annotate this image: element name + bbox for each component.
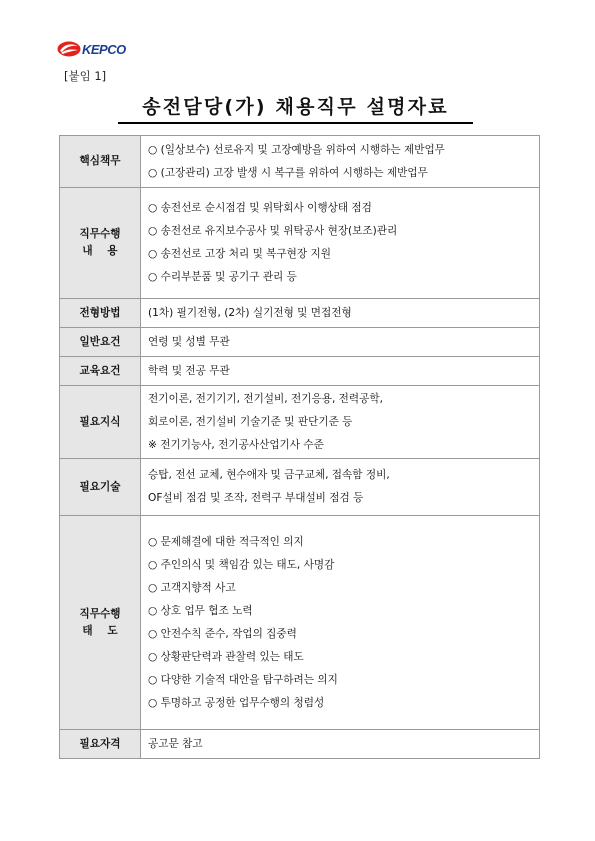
content-line: (1차) 필기전형, (2차) 실기전형 및 면접전형 bbox=[148, 307, 352, 319]
row-header-label: 필요기술 bbox=[79, 480, 121, 493]
row-header bbox=[60, 188, 141, 299]
content-line: ○ 송전선로 순시점검 및 위탁회사 이행상태 점검 bbox=[148, 202, 372, 214]
row-content bbox=[141, 459, 540, 516]
content-line: 연령 및 성별 무관 bbox=[148, 336, 230, 348]
row-content bbox=[141, 188, 540, 299]
row-content bbox=[141, 386, 540, 459]
row-header bbox=[60, 328, 141, 357]
logo-text: KEPCO bbox=[82, 41, 126, 57]
content-line: ○ 송전선로 고장 처리 및 복구현장 지원 bbox=[148, 248, 331, 260]
table-row-selection-method bbox=[60, 299, 540, 328]
attachment-label: [붙임 1] bbox=[64, 69, 107, 83]
content-line: OF설비 점검 및 조작, 전력구 부대설비 점검 등 bbox=[148, 492, 364, 504]
row-content bbox=[141, 730, 540, 759]
content-line: 승탑, 전선 교체, 현수애자 및 금구교체, 접속함 정비, bbox=[148, 469, 390, 481]
content-line: ○ 고객지향적 사고 bbox=[148, 581, 236, 594]
row-header bbox=[60, 357, 141, 386]
content-line: 학력 및 전공 무관 bbox=[148, 365, 230, 377]
row-header-label: 직무수행 bbox=[79, 607, 121, 620]
row-content bbox=[141, 357, 540, 386]
table-row-required-skills bbox=[60, 459, 540, 516]
content-line: ○ 주인의식 및 책임감 있는 태도, 사명감 bbox=[148, 558, 335, 571]
content-line: 전기이론, 전기기기, 전기설비, 전기응용, 전력공학, bbox=[148, 392, 383, 405]
content-line: ○ 수리부분품 및 공기구 관리 등 bbox=[148, 271, 297, 283]
row-header-label: 전형방법 bbox=[79, 306, 121, 319]
content-line: ○ 문제해결에 대한 적극적인 의지 bbox=[148, 535, 304, 548]
table-row-general-requirements bbox=[60, 328, 540, 357]
content-line: ○ 안전수칙 준수, 작업의 집중력 bbox=[148, 627, 297, 640]
row-header-label: 태 도 bbox=[82, 624, 118, 637]
table-row-education-requirements bbox=[60, 357, 540, 386]
row-header-label: 핵심책무 bbox=[79, 155, 121, 167]
row-header bbox=[60, 516, 141, 730]
row-content bbox=[141, 136, 540, 188]
row-header bbox=[60, 730, 141, 759]
content-line: ○ 송전선로 유지보수공사 및 위탁공사 현장(보조)관리 bbox=[148, 225, 398, 237]
content-line: ※ 전기기능사, 전기공사산업기사 수준 bbox=[148, 438, 324, 451]
content-line: ○ 상황판단력과 관찰력 있는 태도 bbox=[148, 650, 304, 663]
content-line: 회로이론, 전기설비 기술기준 및 판단기준 등 bbox=[148, 415, 353, 428]
row-content bbox=[141, 328, 540, 357]
content-line: ○ (고장관리) 고장 발생 시 복구를 위하여 시행하는 제반업무 bbox=[148, 166, 428, 179]
table-row-core-duties bbox=[60, 136, 540, 188]
job-description-table bbox=[59, 135, 540, 759]
row-header-label: 내 용 bbox=[82, 245, 118, 257]
content-line: ○ (일상보수) 선로유지 및 고장예방을 위하여 시행하는 제반업무 bbox=[148, 143, 445, 156]
kepco-logo-icon bbox=[57, 41, 81, 57]
row-header bbox=[60, 459, 141, 516]
row-content bbox=[141, 516, 540, 730]
row-header-label: 직무수행 bbox=[79, 228, 121, 240]
row-header bbox=[60, 136, 141, 188]
kepco-logo bbox=[57, 40, 126, 58]
row-content bbox=[141, 299, 540, 328]
content-line: ○ 상호 업무 협조 노력 bbox=[148, 604, 253, 617]
row-header bbox=[60, 299, 141, 328]
table-row-job-attitude bbox=[60, 516, 540, 730]
content-line: 공고문 참고 bbox=[148, 738, 203, 750]
content-line: ○ 투명하고 공정한 업무수행의 청렴성 bbox=[148, 696, 325, 709]
table-row-required-qualifications bbox=[60, 730, 540, 759]
content-line: ○ 다양한 기술적 대안을 탐구하려는 의지 bbox=[148, 673, 338, 686]
table-row-job-content bbox=[60, 188, 540, 299]
row-header-label: 교육요건 bbox=[79, 364, 121, 377]
row-header-label: 필요지식 bbox=[79, 415, 121, 428]
row-header-label: 필요자격 bbox=[79, 737, 121, 750]
row-header bbox=[60, 386, 141, 459]
row-header-label: 일반요건 bbox=[79, 335, 121, 348]
page-title: 송전담당(가) 채용직무 설명자료 bbox=[118, 92, 473, 124]
table-row-required-knowledge bbox=[60, 386, 540, 459]
